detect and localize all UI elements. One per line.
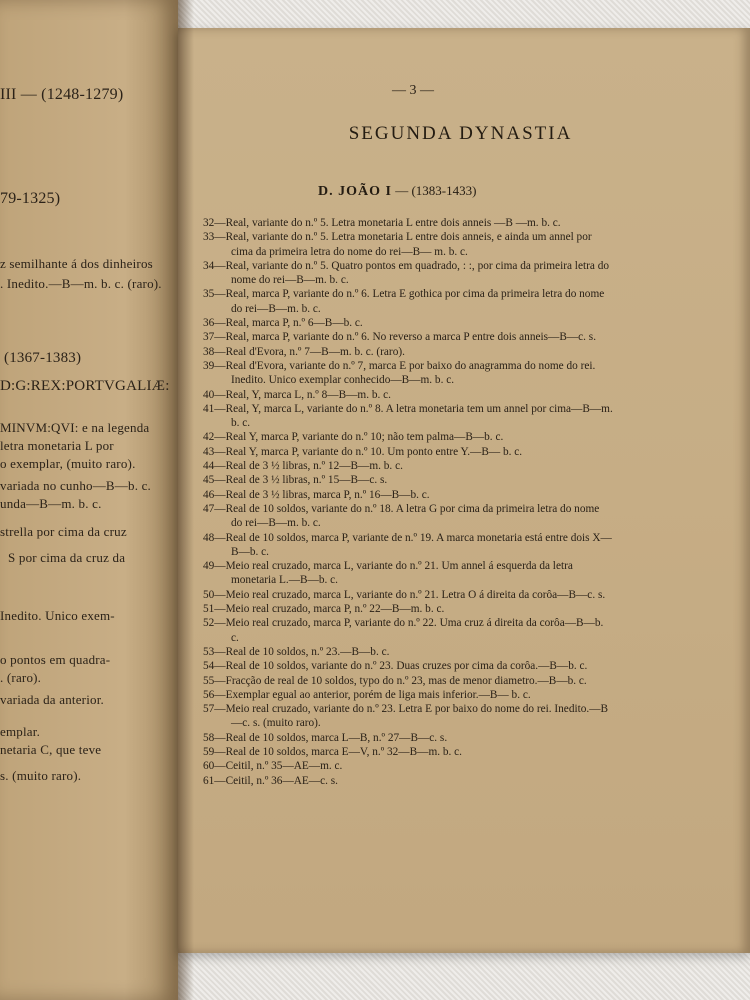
- coin-entry: 35—Real, marca P, variante do n.º 6. Letra E gothica por cima da primeira letra do nome do rei—B—m. b. c.: [203, 288, 605, 315]
- left-line: Inedito. Unico exem-: [0, 608, 115, 623]
- left-page: [0, 0, 178, 1000]
- coin-entry: 43—Real Y, marca P, variante do n.º 10. Um ponto entre Y.—B— b. c.: [203, 445, 523, 458]
- king-heading: [318, 183, 476, 200]
- coin-entry: 60—Ceitil, n.º 35—AE—m. c.: [203, 760, 343, 773]
- coin-entry: 45—Real de 3 ½ libras, n.º 15—B—c. s.: [203, 474, 388, 487]
- coin-entry: 51—Meio real cruzado, marca P, n.º 22—B—m. b. c.: [203, 603, 445, 616]
- coin-entry: 36—Real, marca P, n.º 6—B—b. c.: [203, 317, 363, 330]
- king-name: D. JOÃO I: [318, 184, 392, 199]
- coin-entry: 50—Meio real cruzado, marca L, variante do n.º 21. Letra O á direita da corôa—B—c. s.: [203, 588, 606, 601]
- coin-entry: 58—Real de 10 soldos, marca L—B, n.º 27—B—c. s.: [203, 731, 448, 744]
- right-page: [178, 28, 750, 953]
- coin-entry: 32—Real, variante do n.º 5. Letra monetaria L entre dois anneis —B —m. b. c.: [203, 217, 561, 229]
- coin-entry: 34—Real, variante do n.º 5. Quatro pontos em quadrado, : :, por cima da primeira letra do nome do rei—B—m. b. c.: [203, 259, 609, 287]
- left-line: strella por cima da cruz: [0, 524, 127, 539]
- coin-entry: 56—Exemplar egual ao anterior, porém de liga mais inferior.—B— b. c.: [203, 688, 531, 701]
- king-dates: — (1383-1433): [395, 183, 477, 198]
- coin-entry: 46—Real de 3 ½ libras, marca P, n.º 16—B—b. c.: [203, 488, 430, 501]
- coin-entry: 57—Meio real cruzado, variante do n.º 23. Letra E por baixo do nome do rei. Inedito.—B—c. s. (muito raro).: [203, 703, 609, 730]
- left-line: variada no cunho—B—b. c.: [0, 478, 152, 493]
- dynasty-title: SEGUNDA DYNASTIA: [348, 123, 573, 144]
- coin-entry: 55—Fracção de real de 10 soldos, typo do n.º 23, mas de menor diametro.—B—b. c.: [203, 674, 587, 687]
- coin-entry: 61—Ceitil, n.º 36—AE—c. s.: [203, 774, 338, 787]
- left-line: o pontos em quadra-: [0, 652, 111, 667]
- left-line: . (raro).: [0, 670, 42, 685]
- coin-entry: 53—Real de 10 soldos, n.º 23.—B—b. c.: [203, 645, 390, 658]
- coin-entry: 47—Real de 10 soldos, variante do n.º 18. A letra G por cima da primeira letra do nome do rei—B—m. b. c.: [203, 502, 600, 530]
- coin-entry: 48—Real de 10 soldos, marca P, variante de n.º 19. A marca monetaria está entre dois X—B—b. c.: [203, 531, 612, 558]
- coin-entry: 38—Real d'Evora, n.º 7—B—m. b. c. (raro).: [203, 345, 405, 358]
- coin-entry: 37—Real, marca P, variante do n.º 6. No reverso a marca P entre dois anneis—B—c. s.: [203, 331, 597, 344]
- left-line: (1367-1383): [4, 350, 82, 366]
- coin-entry: 49—Meio real cruzado, marca L, variante do n.º 21. Um annel á esquerda da letra monetaria L.—B—b. c.: [203, 560, 573, 587]
- left-line: unda—B—m. b. c.: [0, 496, 102, 511]
- left-line: s. (muito raro).: [0, 768, 82, 783]
- left-line: emplar.: [0, 724, 41, 739]
- coin-entry: 39—Real d'Evora, variante do n.º 7, marca E por baixo do anagramma do nome do rei. Inedito. Unico exemplar conhecido—B—m. b. c.: [203, 359, 596, 387]
- page-number: — 3 —: [392, 83, 434, 98]
- left-line: S por cima da cruz da: [8, 550, 126, 565]
- left-line: D:G:REX:PORTVGALIÆ:: [0, 378, 170, 394]
- left-line: MINVM:QVI: e na legenda: [0, 420, 150, 435]
- left-line: variada da anterior.: [0, 692, 104, 707]
- coin-entry: 41—Real, Y, marca L, variante do n.º 8. A letra monetaria tem um annel por cima—B—m. b. c.: [203, 402, 613, 430]
- coin-entry: 52—Meio real cruzado, marca P, variante do n.º 22. Uma cruz á direita da corôa—B—b. c.: [203, 617, 604, 644]
- left-line: . Inedito.—B—m. b. c. (raro).: [0, 276, 162, 291]
- coin-entry: 33—Real, variante do n.º 5. Letra monetaria L entre dois anneis, e ainda um annel por cima da primeira letra do nome do rei—B— m. b. c.: [203, 231, 592, 258]
- coin-entry-list: [203, 216, 613, 788]
- left-line: o exemplar, (muito raro).: [0, 456, 136, 471]
- left-line: netaria C, que teve: [0, 742, 102, 757]
- coin-entry: 54—Real de 10 soldos, variante do n.º 23. Duas cruzes por cima da corôa.—B—b. c.: [203, 660, 588, 673]
- left-line: letra monetaria L por: [0, 438, 114, 453]
- coin-entry: 44—Real de 3 ½ libras, n.º 12—B—m. b. c.: [203, 460, 403, 473]
- left-line: 79-1325): [0, 190, 61, 207]
- coin-entry: 59—Real de 10 soldos, marca E—V, n.º 32—B—m. b. c.: [203, 745, 463, 758]
- left-line: z semilhante á dos dinheiros: [0, 256, 153, 271]
- left-line: III — (1248-1279): [0, 86, 124, 103]
- coin-entry: 40—Real, Y, marca L, n.º 8—B—m. b. c.: [203, 388, 391, 401]
- coin-entry: 42—Real Y, marca P, variante do n.º 10; não tem palma—B—b. c.: [203, 431, 504, 444]
